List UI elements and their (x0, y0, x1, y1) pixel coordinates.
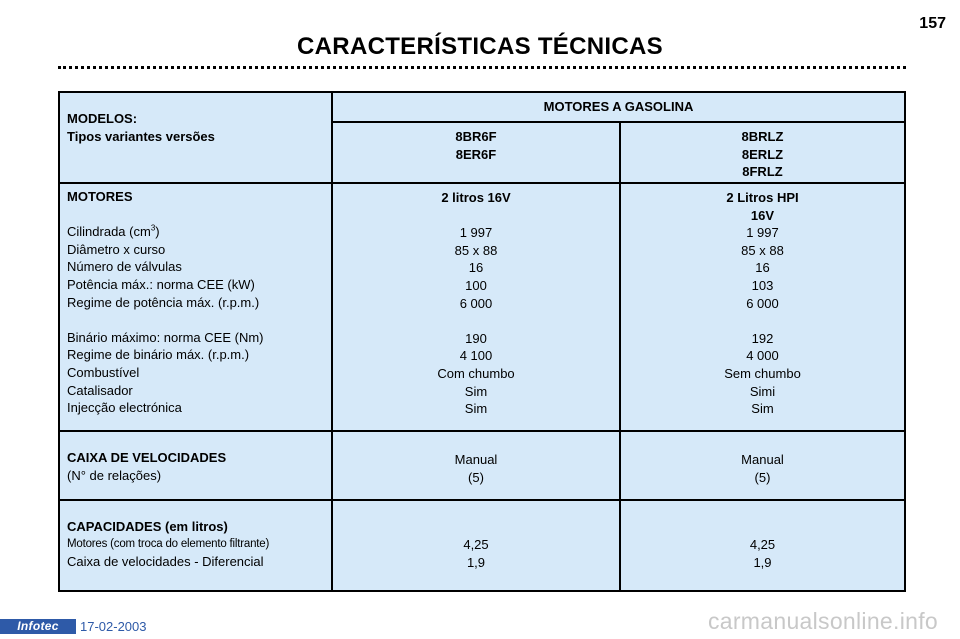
engine-name: 2 litros 16V (441, 190, 511, 205)
value: 85 x 88 (741, 242, 784, 258)
power-rpm-label: Regime de potência máx. (r.p.m.) (67, 294, 260, 310)
footer-date: 17-02-2003 (80, 619, 147, 634)
engine-values-b-cell (620, 183, 905, 431)
engine-section-row (59, 183, 905, 431)
value: Sem chumbo (724, 365, 801, 381)
engine-capacity-label: Motores (com troca do elemento filtrante) (67, 537, 270, 550)
gearbox-values-b-cell (620, 431, 905, 500)
engine-name: 16V (750, 207, 775, 223)
capacities-values-b-cell (620, 500, 905, 591)
displacement-label: Cilindrada $(cm^3)$ (67, 223, 160, 240)
value: 103 (751, 277, 774, 293)
value: 192 (751, 330, 774, 346)
value: 4,25 (463, 537, 489, 552)
torque-rpm-label: Regime de binário máx. (r.p.m.) (67, 347, 250, 363)
specs-table (58, 91, 906, 592)
value: (5) (468, 469, 484, 485)
page-title: CARACTERÍSTICAS TÉCNICAS (297, 33, 663, 60)
group-title: MOTORES A GASOLINA (543, 99, 694, 115)
gearbox-section-title: CAIXA DE VELOCIDADES (67, 450, 227, 465)
value: 6 000 (459, 295, 493, 311)
value: Simi (749, 383, 776, 399)
value: 1,9 (466, 554, 486, 570)
engine-section-title: MOTORES (67, 189, 133, 204)
value: 190 (465, 330, 487, 346)
variants-a-cell (332, 122, 620, 183)
engine-values-a-cell (332, 183, 620, 431)
value: 100 (465, 277, 487, 293)
gearbox-values-a-cell (332, 431, 620, 500)
table-header-row (59, 92, 905, 122)
gearbox-section-row (59, 431, 905, 500)
models-label-cell (59, 92, 332, 183)
variant-code: 8BRLZ (741, 129, 784, 144)
value: 1 997 (746, 225, 779, 241)
infotec-logo: Infotec (0, 619, 76, 634)
gear-count-label: (N° de relações) (67, 467, 162, 483)
value: 85 x 88 (454, 242, 498, 258)
power-label: Potência máx.: norma CEE (kW) (67, 276, 255, 292)
value: 4 100 (459, 348, 493, 364)
variants-b-cell (620, 122, 905, 183)
engine-name: 2 Litros HPI (726, 190, 799, 205)
variant-code: 8ER6F (455, 146, 497, 162)
dotted-divider (58, 66, 906, 69)
torque-label: Binário máximo: norma CEE (Nm) (67, 329, 264, 345)
capacities-values-a-cell (332, 500, 620, 591)
fuel-label: Combustível (67, 364, 140, 380)
injection-label: Injecção electrónica (67, 400, 182, 416)
variant-code: 8ERLZ (741, 146, 784, 162)
value: Sim (464, 401, 488, 417)
variant-code: 8BR6F (455, 129, 497, 144)
value: Manual (454, 452, 498, 467)
value: (5) (754, 469, 771, 485)
capacities-section-title: CAPACIDADES (em litros) (67, 519, 228, 534)
group-title-cell (332, 92, 905, 122)
models-label: MODELOS: (67, 111, 138, 126)
value: 1,9 (753, 554, 772, 570)
value: Com chumbo (437, 365, 515, 381)
value: 1 997 (459, 225, 493, 241)
value: 4 000 (746, 348, 779, 364)
catalyst-label: Catalisador (67, 382, 133, 398)
value: Manual (741, 452, 784, 467)
value: Sim (464, 383, 488, 399)
watermark: carmanualsonline.info (707, 608, 938, 634)
value: 16 (468, 260, 484, 276)
gearbox-capacity-label: Caixa de velocidades - Diferencial (67, 554, 264, 570)
value: 16 (755, 260, 770, 276)
value: Sim (751, 401, 774, 417)
value: 4,25 (749, 537, 776, 552)
value: 6 000 (746, 295, 779, 311)
bore-stroke-label: Diâmetro x curso (67, 241, 166, 257)
gearbox-labels-cell (59, 431, 332, 500)
engine-labels-cell (59, 183, 332, 431)
valves-label: Número de válvulas (67, 259, 182, 275)
capacities-labels-cell (59, 500, 332, 591)
variants-label: Tipos variantes versões (67, 128, 215, 144)
capacities-section-row (59, 500, 905, 591)
page-number: 157 (919, 15, 946, 32)
variant-code: 8FRLZ (742, 164, 783, 180)
